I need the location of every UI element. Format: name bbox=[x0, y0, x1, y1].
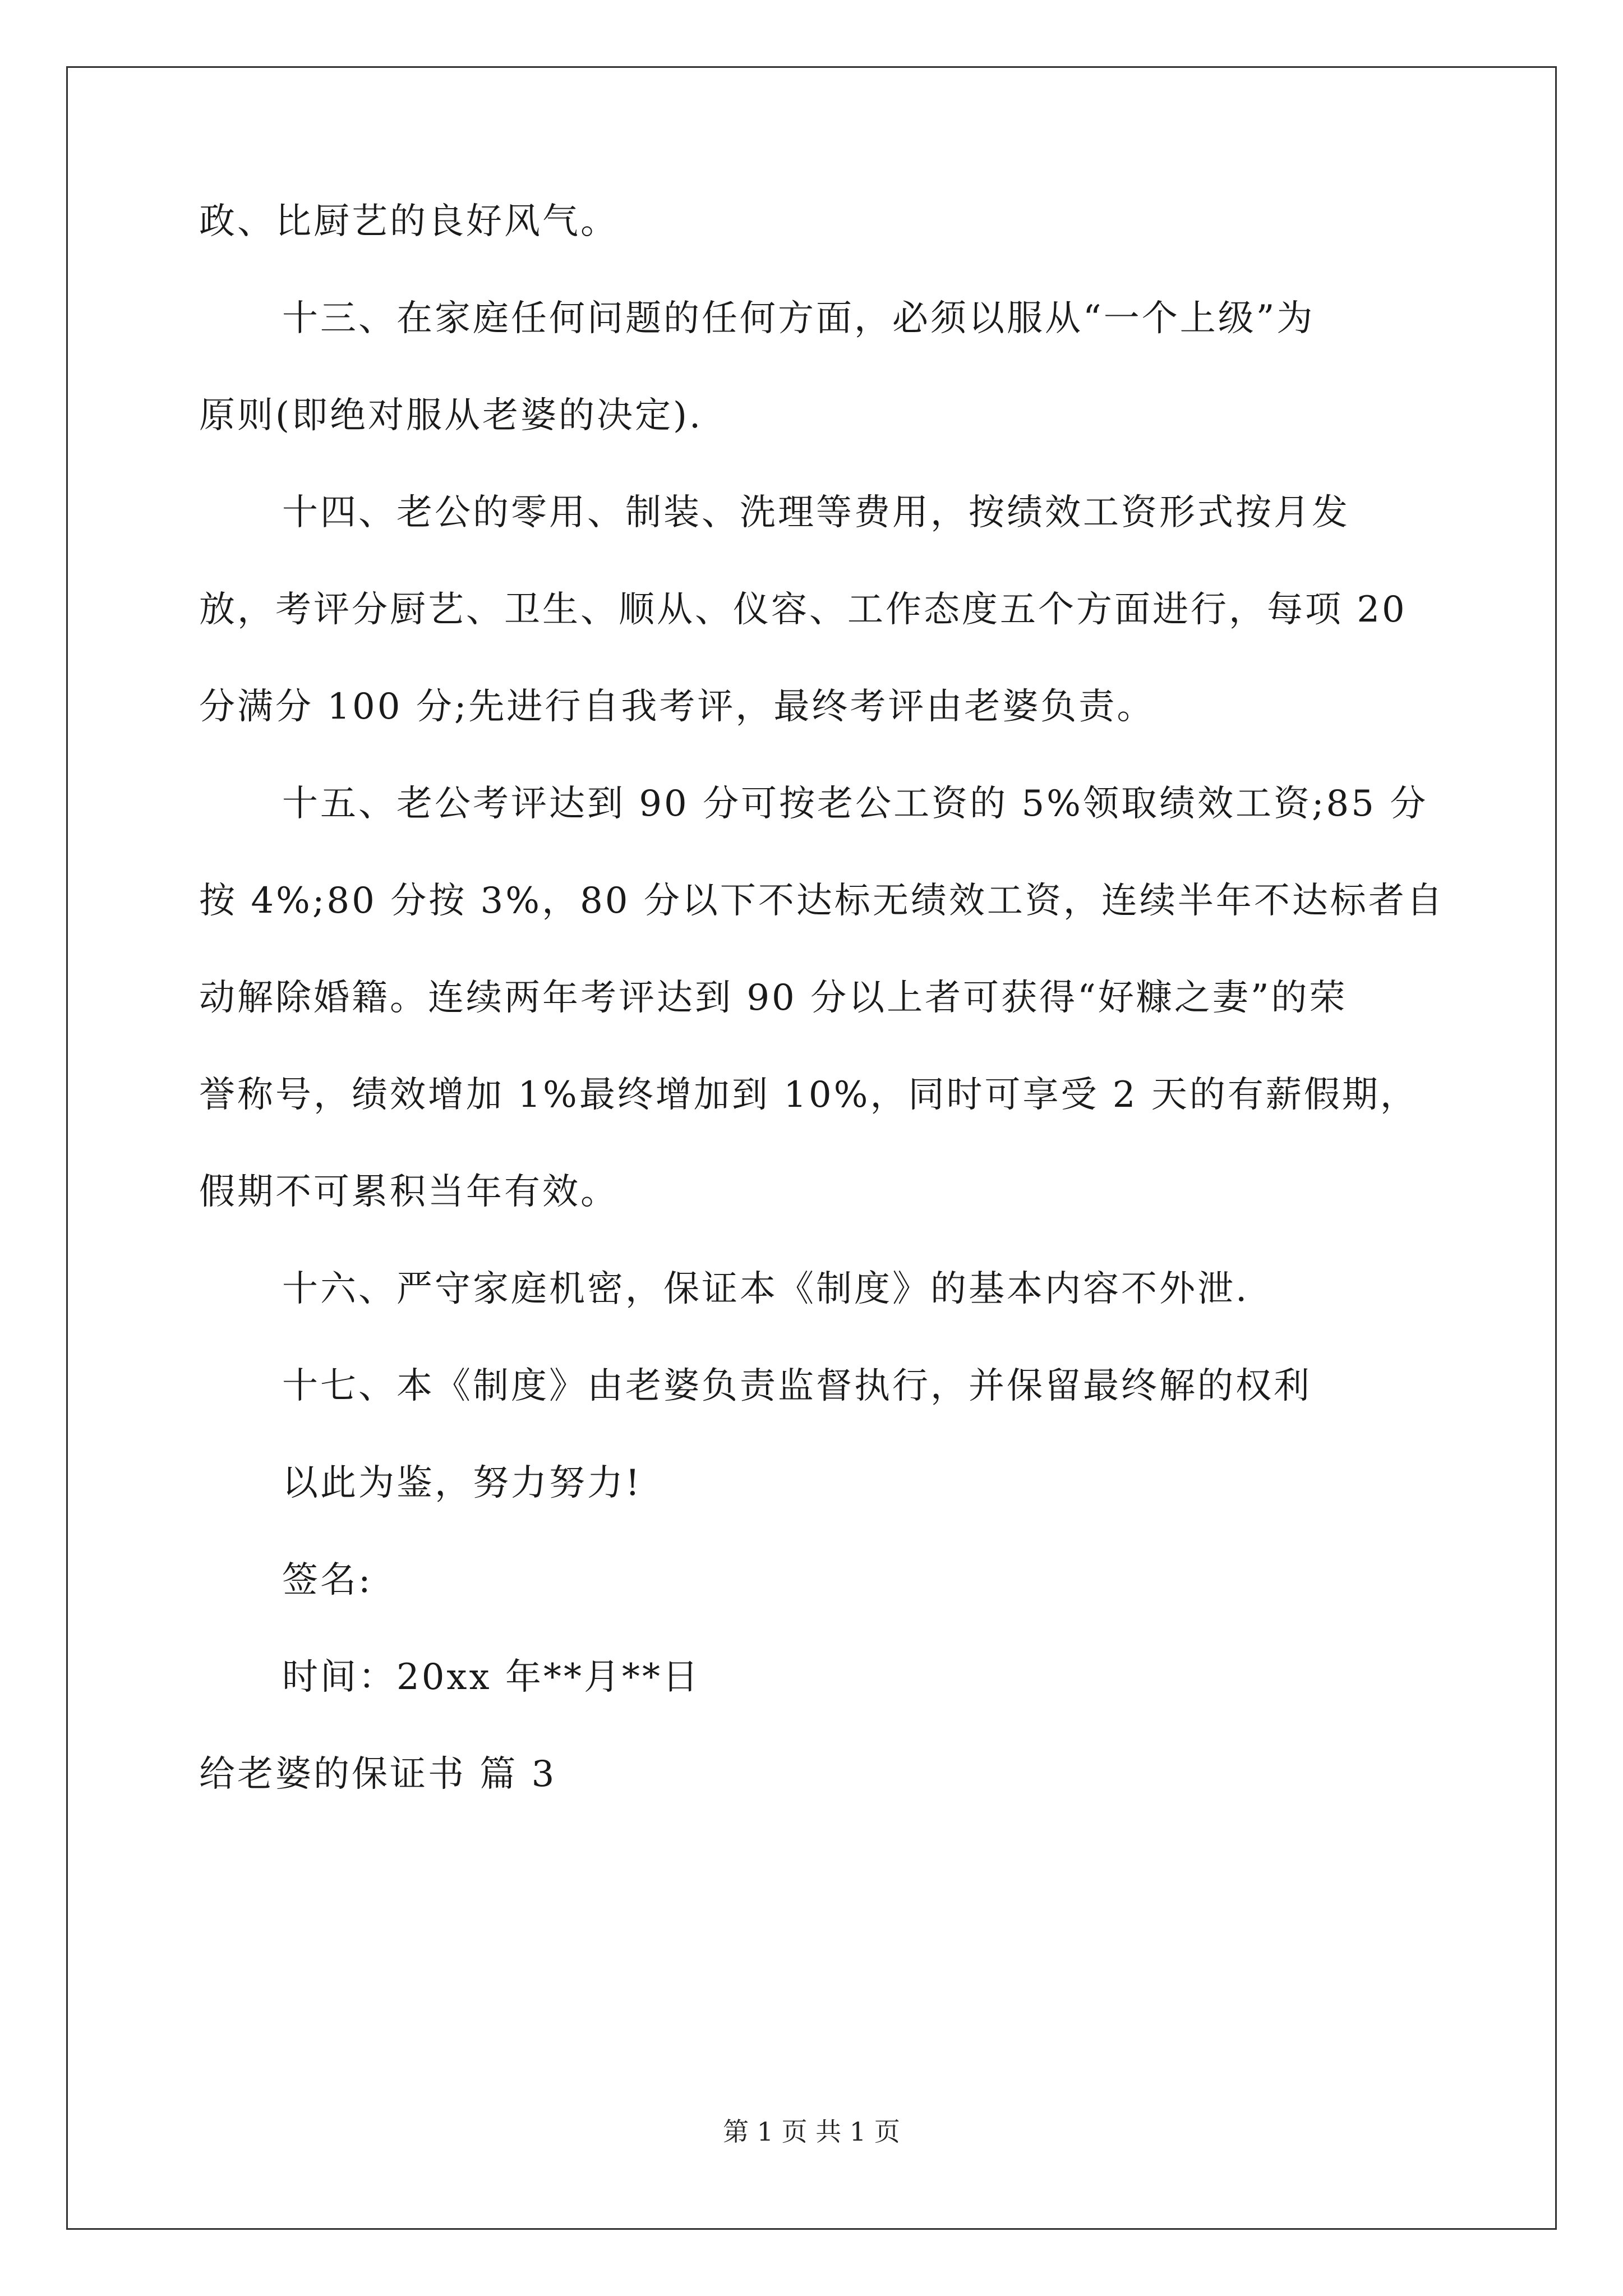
paragraph-line: 十三、在家庭任何问题的任何方面，必须以服从“一个上级”为 bbox=[282, 298, 1315, 339]
paragraph-line: 以此为鉴，努力努力! bbox=[282, 1462, 642, 1504]
paragraph-line: 放，考评分厨艺、卫生、顺从、仪容、工作态度五个方面进行，每项 20 bbox=[199, 589, 1407, 631]
page-footer: 第 1 页 共 1 页 bbox=[723, 2116, 900, 2147]
paragraph-line: 按 4%;80 分按 3%，80 分以下不达标无绩效工资，连续半年不达标者自 bbox=[199, 880, 1445, 922]
page-border bbox=[66, 66, 1557, 2230]
paragraph-line: 动解除婚籍。连续两年考评达到 90 分以上者可获得“好糠之妻”的荣 bbox=[199, 977, 1348, 1019]
paragraph-line: 分满分 100 分;先进行自我考评，最终考评由老婆负责。 bbox=[199, 686, 1155, 728]
paragraph-line: 誉称号，绩效增加 1%最终增加到 10%，同时可享受 2 天的有薪假期， bbox=[199, 1074, 1418, 1116]
paragraph-line: 原则(即绝对服从老婆的决定). bbox=[199, 395, 703, 436]
paragraph-line: 十六、严守家庭机密，保证本《制度》的基本内容不外泄. bbox=[282, 1268, 1249, 1310]
paragraph-line: 政、比厨艺的良好风气。 bbox=[199, 201, 619, 242]
signature-label: 签名: bbox=[282, 1559, 373, 1601]
paragraph-line: 十五、老公考评达到 90 分可按老公工资的 5%领取绩效工资;85 分 bbox=[282, 783, 1428, 825]
paragraph-line: 十四、老公的零用、制装、洗理等费用，按绩效工资形式按月发 bbox=[282, 492, 1350, 533]
paragraph-line: 十七、本《制度》由老婆负责监督执行，并保留最终解的权利 bbox=[282, 1365, 1312, 1407]
paragraph-line: 假期不可累积当年有效。 bbox=[199, 1171, 619, 1213]
section-heading: 给老婆的保证书 篇 3 bbox=[199, 1754, 557, 1795]
date-line: 时间：20xx 年**月**日 bbox=[282, 1657, 700, 1698]
